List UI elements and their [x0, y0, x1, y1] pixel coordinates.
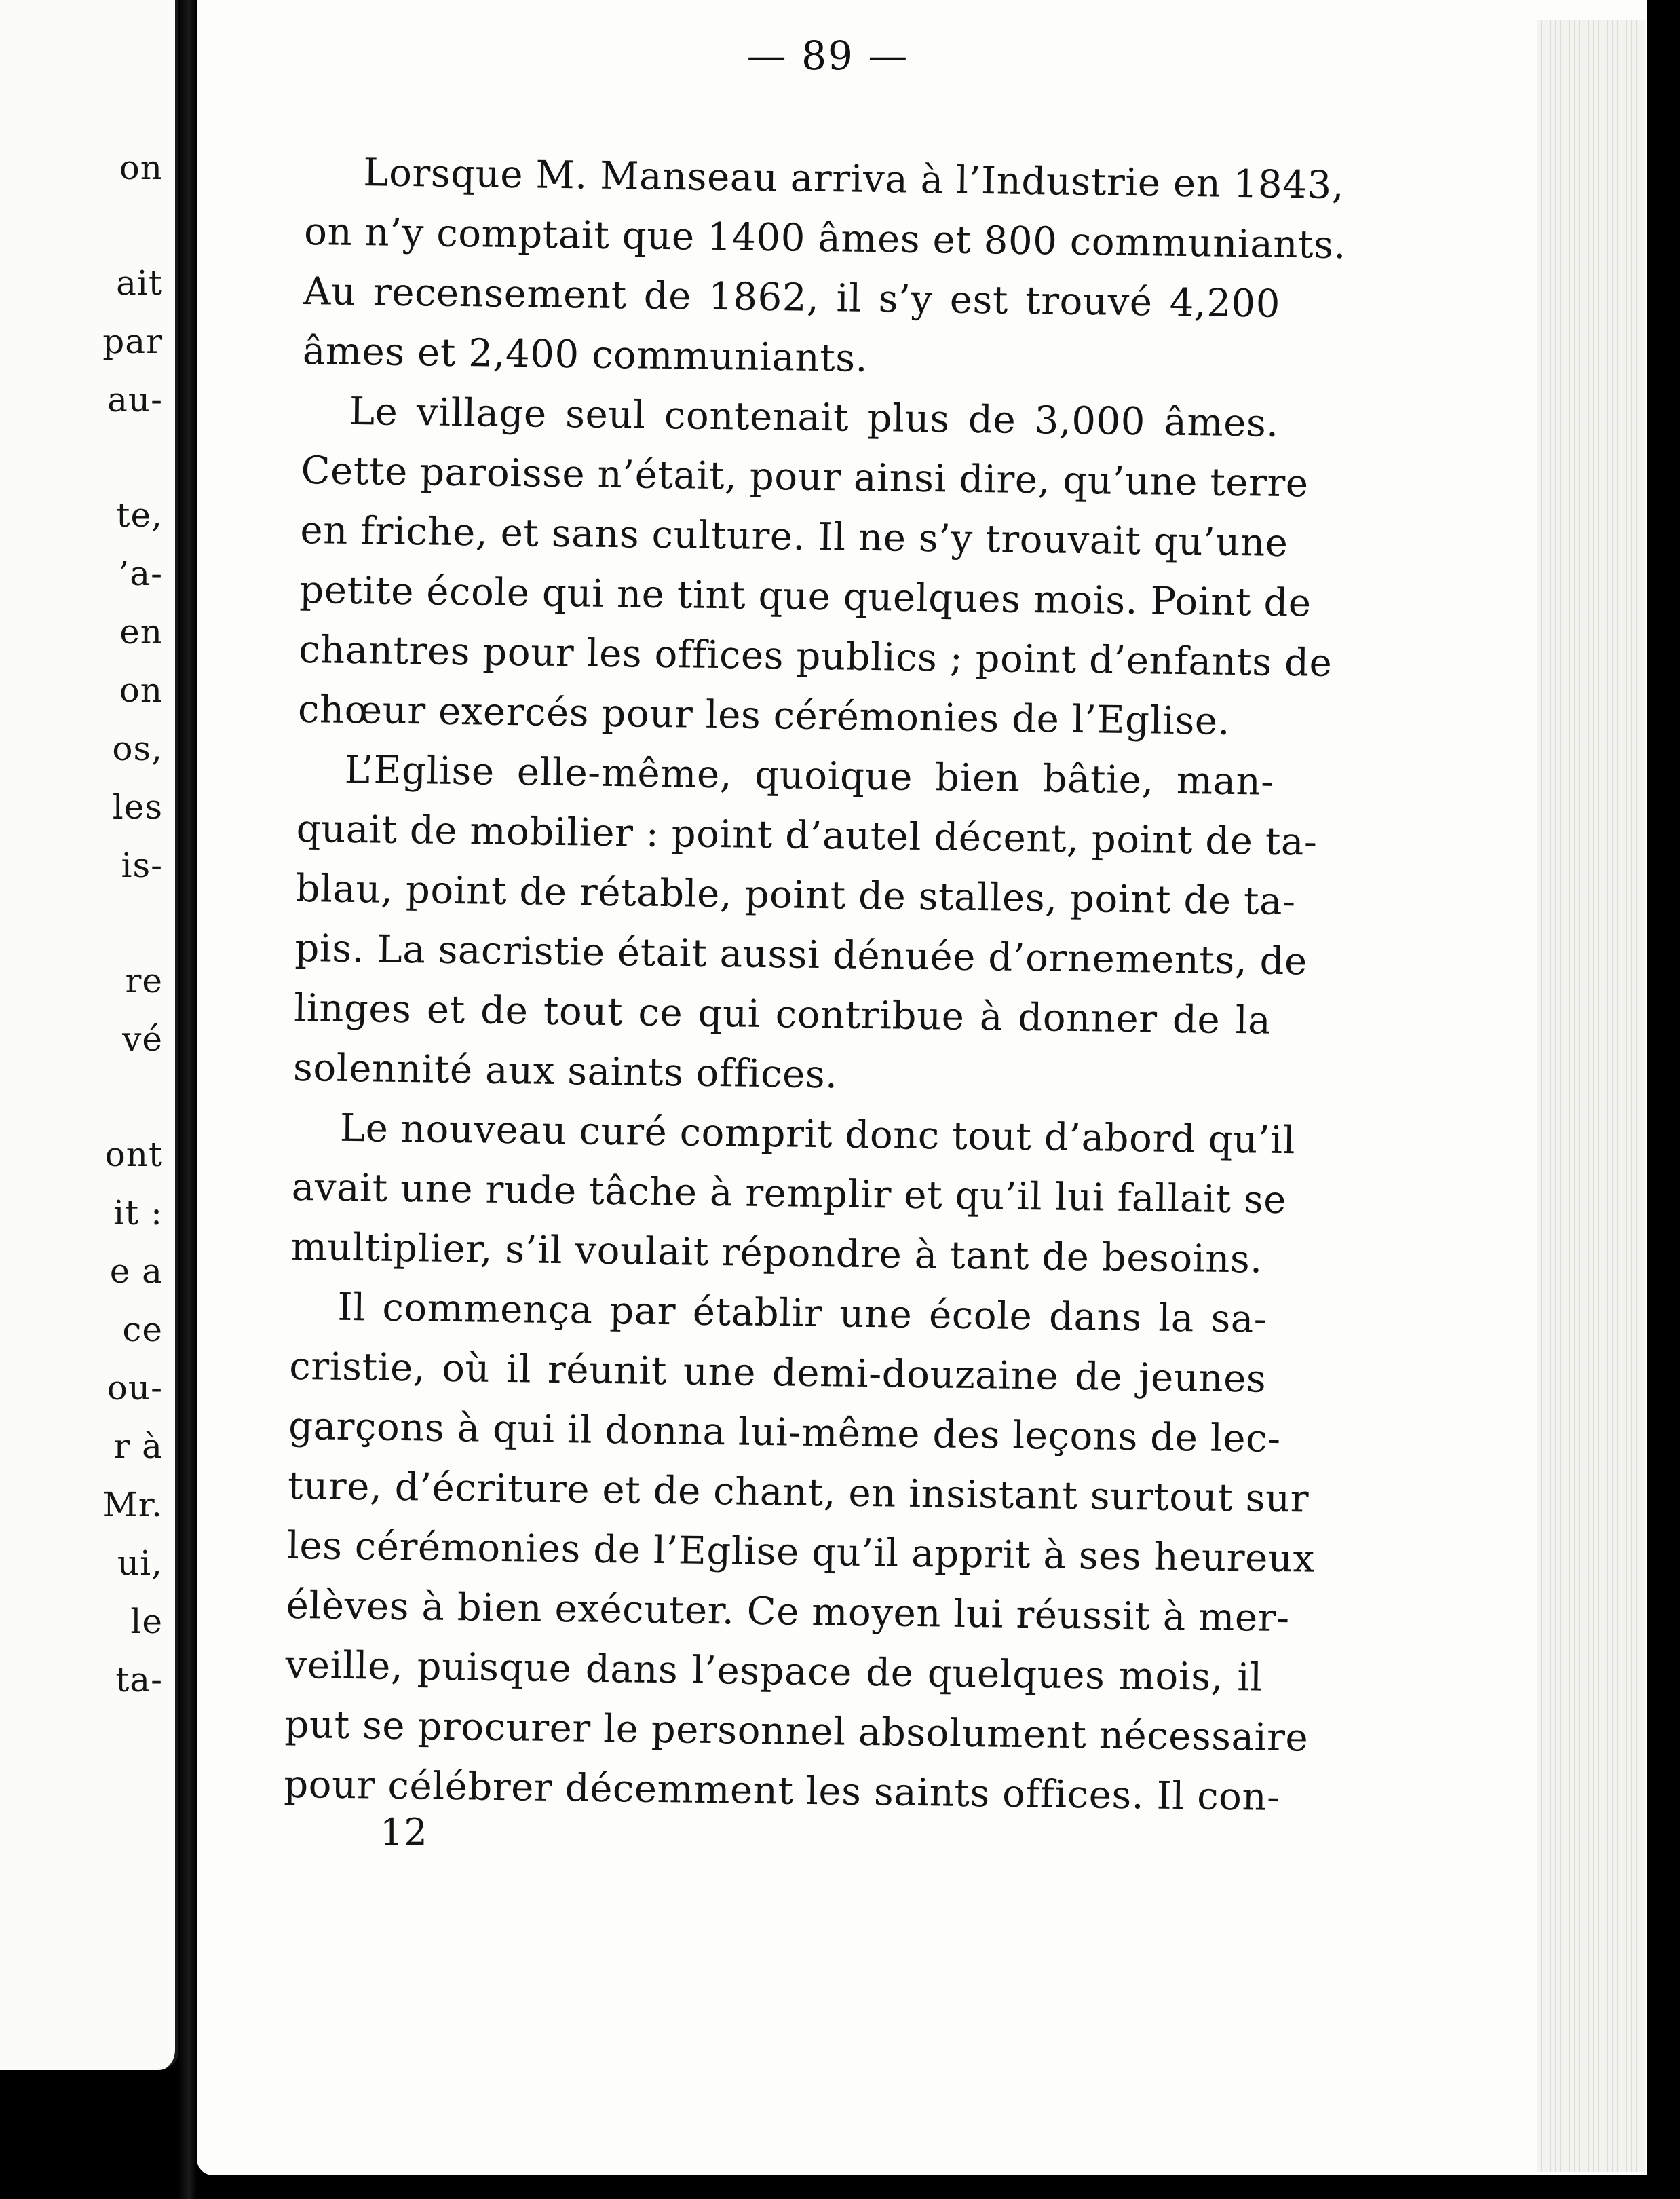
left-page-fragment: vé [122, 1019, 163, 1059]
text-line: chantres pour les offices publics ; point d’enfants de [298, 627, 1333, 685]
text-line: Il commença par établir une école dans la sa- [337, 1285, 1267, 1342]
text-line: solennité aux saints offices. [292, 1045, 839, 1097]
left-page-fragment: Mr. [102, 1485, 163, 1524]
left-page-fragment: par [102, 322, 163, 361]
page-edge-shadow [1647, 0, 1680, 2199]
text-line: cristie, où il réunit une demi-douzaine de jeunes [288, 1344, 1267, 1402]
book-gutter [178, 0, 197, 2199]
left-page-fragment: os, [112, 729, 163, 768]
text-line: les cérémonies de l’Eglise qu’il apprit à ses heureux [286, 1523, 1316, 1581]
text-line: Au recensement de 1862, il s’y est trouvé 4,200 [303, 269, 1281, 326]
text-line: blau, point de rétable, point de stalles, point de ta- [295, 866, 1297, 924]
text-line: en friche, et sans culture. Il ne s’y trouvait qu’une [300, 508, 1288, 566]
left-page-fragment: les [112, 787, 163, 827]
left-page-fragment: e a [109, 1252, 163, 1291]
page-number-header: — 89 — [746, 33, 909, 79]
left-page-fragment: ui, [117, 1543, 163, 1583]
text-line: petite école qui ne tint que quelques mois. Point de [299, 567, 1312, 626]
text-line: Lorsque M. Manseau arriva à l’Industrie en 1843, [362, 151, 1345, 208]
text-line: Cette paroisse n’était, pour ainsi dire, qu’une terre [301, 448, 1310, 506]
text-line: ture, d’écriture et de chant, en insistant surtout sur [287, 1463, 1310, 1522]
text-line: âmes et 2,400 communiants. [302, 328, 868, 381]
text-line: pis. La sacristie était aussi dénuée d’ornements, de [294, 926, 1308, 984]
signature-mark: 12 [380, 1811, 428, 1854]
left-facing-page [0, 0, 179, 2070]
text-line: L’Eglise elle-même, quoique bien bâtie, man- [344, 747, 1275, 804]
left-page-fragment: r à [113, 1427, 163, 1466]
left-page-fragment: le [130, 1602, 163, 1641]
left-page-fragment: re [125, 961, 163, 1000]
left-page-fragment: on [119, 148, 163, 187]
text-line: put se procurer le personnel absolument nécessaire [284, 1702, 1309, 1761]
text-line: avait une rude tâche à remplir et qu’il lui fallait se [291, 1165, 1287, 1223]
text-line: Le village seul contenait plus de 3,000 âmes. [349, 389, 1280, 446]
text-line: garçons à qui il donna lui-même des leçons de lec- [288, 1404, 1282, 1461]
left-page-fragment: ’a- [118, 554, 163, 593]
body-text [283, 143, 1347, 1828]
text-line: quait de mobilier : point d’autel décent, point de ta- [296, 806, 1318, 865]
left-page-fragment: ce [122, 1310, 163, 1349]
left-page-fragment: en [119, 612, 163, 652]
left-page-fragment: ont [104, 1135, 163, 1174]
left-page-fragment: on [119, 671, 163, 710]
left-page-fragment: au- [107, 380, 163, 419]
left-page-fragment: is- [121, 846, 163, 885]
text-line: veille, puisque dans l’espace de quelques mois, il [285, 1642, 1263, 1700]
left-page-fragment: te, [116, 495, 163, 535]
left-page-fragment: ait [116, 263, 163, 303]
text-line: pour célébrer décemment les saints offices. Il con- [283, 1762, 1281, 1820]
text-line: on n’y comptait que 1400 âmes et 800 communiants. [303, 209, 1347, 268]
text-line: multiplier, s’il voulait répondre à tant de besoins. [290, 1224, 1263, 1282]
text-line: élèves à bien exécuter. Ce moyen lui réussit à mer- [286, 1583, 1291, 1641]
text-line: linges et de tout ce qui contribue à donner de la [293, 985, 1272, 1043]
text-line: chœur exercés pour les cérémonies de l’Eglise. [297, 687, 1231, 744]
left-page-fragment: ou- [107, 1368, 163, 1408]
text-line: Le nouveau curé comprit donc tout d’abord qu’il [339, 1106, 1296, 1163]
left-page-fragment: it : [113, 1193, 163, 1233]
page-edges [1537, 20, 1645, 2172]
left-page-fragment: ta- [115, 1660, 163, 1699]
